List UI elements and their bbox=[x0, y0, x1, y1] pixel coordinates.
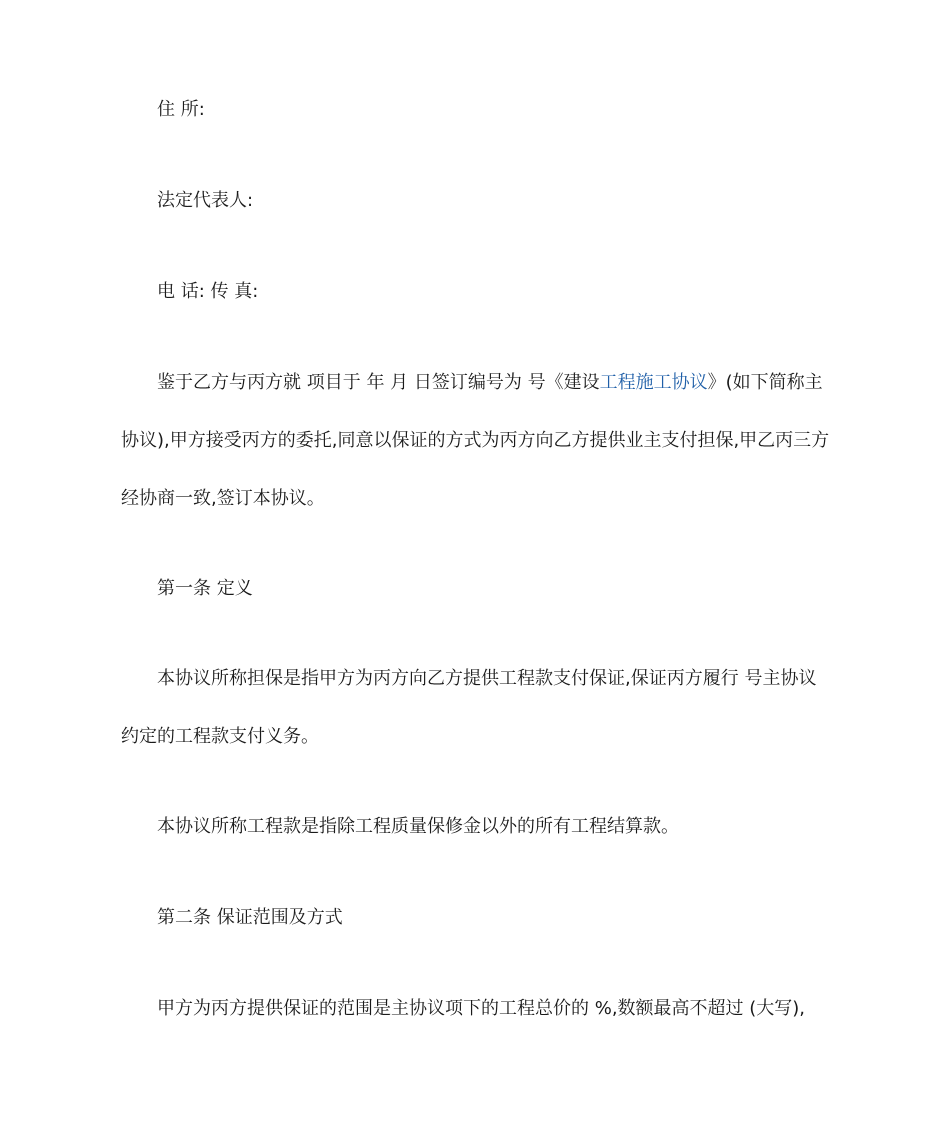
article-2-paragraph-1: 甲方为丙方提供保证的范围是主协议项下的工程总价的 %,数额最高不超过 (大写), bbox=[157, 998, 806, 1019]
article-1-paragraph-2: 本协议所称工程款是指除工程质量保修金以外的所有工程结算款。 bbox=[157, 816, 679, 837]
preamble-text-end: 》(如下简称主协议),甲方接受丙方的委托,同意以保证的方式为丙方向乙方提供业主支付担保,甲乙丙三方经协商一致,签订本协议。 bbox=[121, 372, 830, 509]
preamble-text-start: 鉴于乙方与丙方就 项目于 年 月 日签订编号为 号《建设 bbox=[157, 372, 600, 393]
legal-representative-label: 法定代表人: bbox=[157, 190, 254, 211]
article-1-title: 第一条 定义 bbox=[157, 578, 253, 599]
article-2-title: 第二条 保证范围及方式 bbox=[157, 907, 343, 928]
construction-contract-link[interactable]: 工程施工协议 bbox=[599, 372, 708, 393]
address-label: 住 所: bbox=[157, 99, 205, 120]
article-1-paragraph-1: 本协议所称担保是指甲方为丙方向乙方提供工程款支付保证,保证丙方履行 号主协议约定的工程款支付义务。 bbox=[121, 668, 817, 747]
preamble-paragraph bbox=[121, 354, 831, 528]
phone-fax-label: 电 话: 传 真: bbox=[157, 281, 259, 302]
